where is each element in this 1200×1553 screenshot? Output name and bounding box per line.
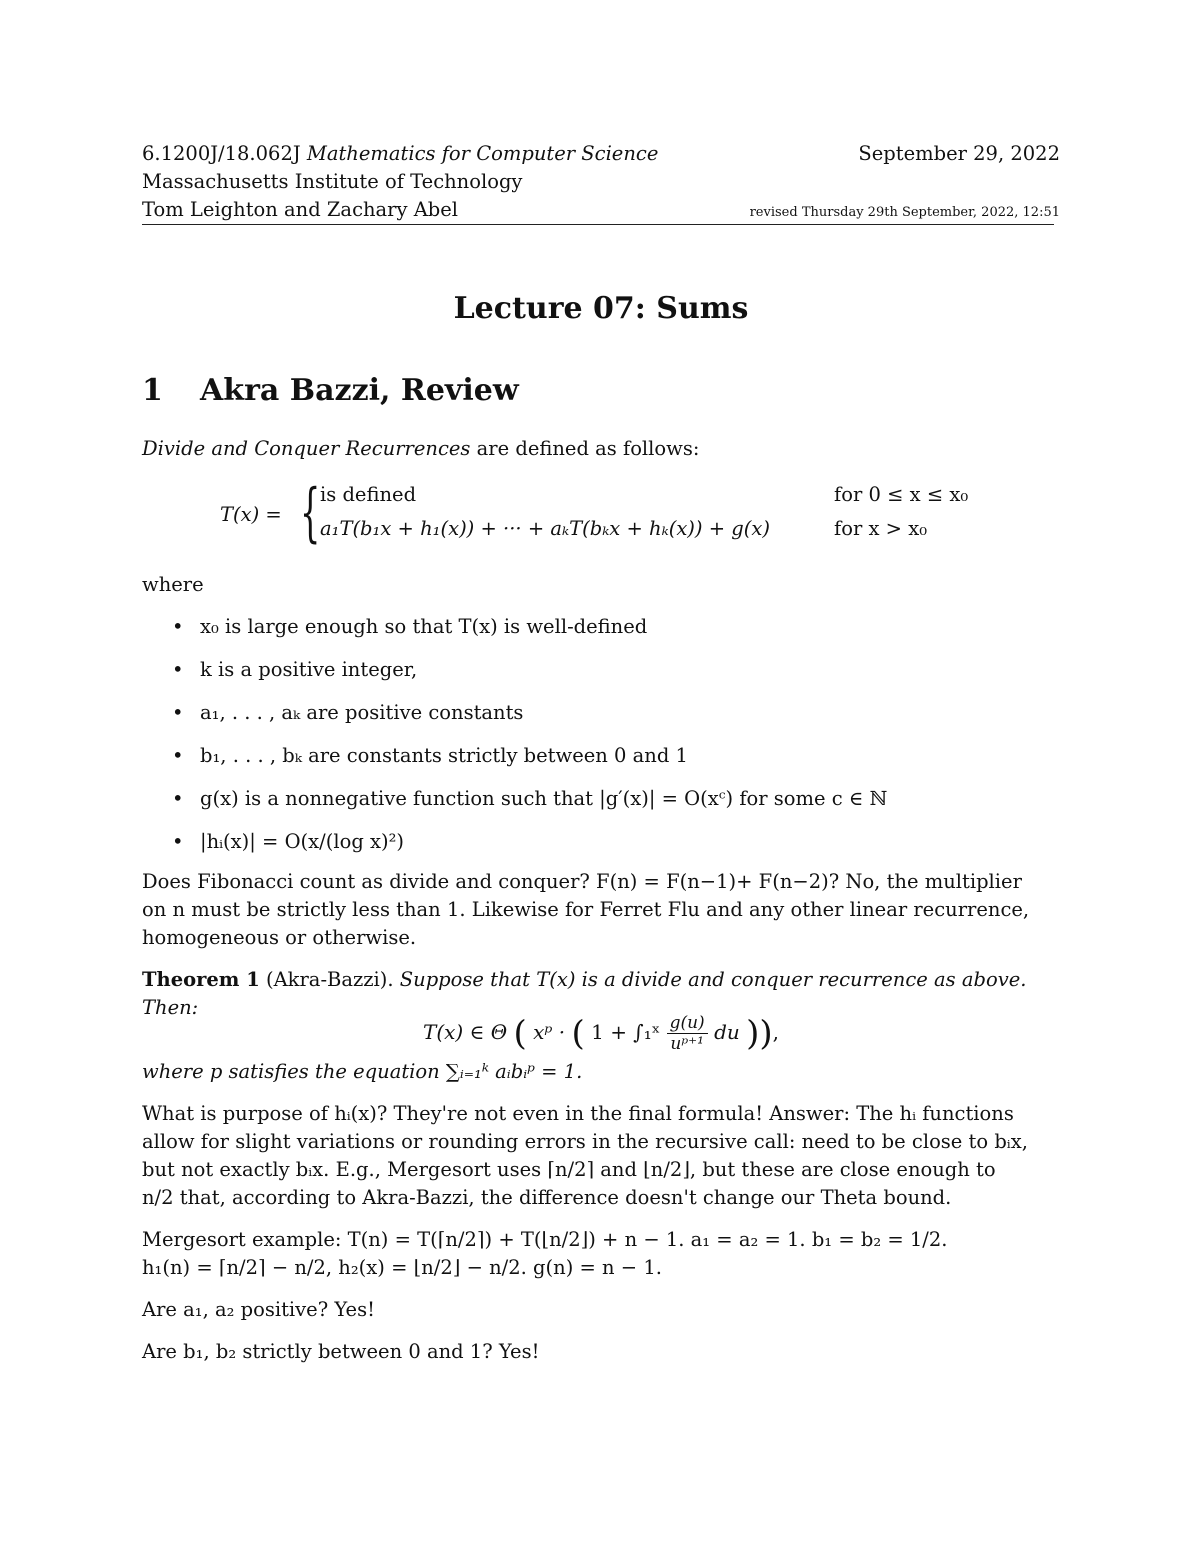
list-item: • b₁, . . . , bₖ are constants strictly between 0 and 1: [142, 742, 1060, 770]
paren-close: )): [746, 1013, 773, 1054]
question-a: Are a₁, a₂ positive? Yes!: [142, 1298, 375, 1321]
list-item: • g(x) is a nonnegative function such that |g′(x)| = O(xᶜ) for some c ∈ ℕ: [142, 785, 1060, 813]
theorem-line-1: [142, 966, 1060, 994]
theorem-statement: Suppose that T(x) is a divide and conquer recurrence as above.: [399, 968, 1027, 991]
list-item: • a₁, . . . , aₖ are positive constants: [142, 699, 1060, 727]
theorem-line-2: Then:: [142, 996, 199, 1019]
theorem-name: (Akra-Bazzi).: [265, 968, 394, 991]
purpose-line: n/2 that, according to Akra-Bazzi, the difference doesn't change our Theta bound.: [142, 1186, 952, 1209]
theorem-tail: where p satisfies the equation ∑ᵢ₌₁ᵏ aᵢbᵢᵖ = 1.: [142, 1060, 583, 1083]
header-row-1: [142, 140, 1060, 168]
fraction-denominator: uᵖ⁺¹: [670, 1034, 704, 1054]
purpose-line: allow for slight variations or rounding errors in the recursive call: need to be close to bᵢx,: [142, 1130, 1028, 1153]
institution: Massachusetts Institute of Technology: [142, 170, 523, 193]
fibonacci-paragraph: [142, 868, 1060, 952]
recurrence-case-1: is defined: [320, 483, 417, 506]
fibonacci-line: on n must be strictly less than 1. Likewise for Ferret Flu and any other linear recurrence,: [142, 898, 1030, 921]
recurrence-equation: [142, 476, 1060, 553]
theorem-formula: T(x) ∈ Θ ( xᵖ · ( 1 + ∫₁ˣ $\frac{g(u)}{\text{uᵖ⁺¹}}$ du )),: [423, 1013, 779, 1054]
list-item: • |hᵢ(x)| = O(x/(log x)²): [142, 828, 1060, 856]
formula-du: du: [714, 1020, 740, 1044]
mergesort-line: h₁(n) = ⌈n/2⌉ − n/2, h₂(x) = ⌊n/2⌋ − n/2. g(n) = n − 1.: [142, 1256, 662, 1279]
intro-paragraph: [142, 435, 1060, 463]
lecture-date: September 29, 2022: [858, 142, 1060, 165]
where-label: where: [142, 573, 204, 596]
recurrence-lhs: T(x) =: [220, 503, 282, 526]
list-item: • k is a positive integer,: [142, 656, 1060, 684]
purpose-line: What is purpose of hᵢ(x)? They're not even in the final formula! Answer: The hᵢ functions: [142, 1102, 1014, 1125]
formula-integral: 1 + ∫₁ˣ: [591, 1020, 661, 1044]
intro-term: Divide and Conquer Recurrences: [142, 437, 471, 460]
section-number: 1: [142, 373, 163, 408]
recurrence-condition-1: for 0 ≤ x ≤ x₀: [834, 483, 969, 506]
revised-date: revised Thursday 29th September, 2022, 12:51: [749, 205, 1060, 220]
course-number: 6.1200J/18.062J: [142, 142, 301, 165]
header-row-2: [142, 168, 1060, 196]
recurrence-condition-2: for x > x₀: [834, 517, 928, 540]
question-b: Are b₁, b₂ strictly between 0 and 1? Yes!: [142, 1340, 540, 1363]
integrand-fraction: [667, 1013, 708, 1054]
theorem-block: [142, 966, 1060, 1086]
lecture-title: Lecture 07: Sums: [453, 291, 749, 326]
intro-rest: are defined as follows:: [470, 437, 700, 460]
fibonacci-line: Does Fibonacci count as divide and conquer? F(n) = F(n−1)+ F(n−2)? No, the multiplier: [142, 870, 1022, 893]
course-title: Mathematics for Computer Science: [306, 142, 659, 165]
list-item: • x₀ is large enough so that T(x) is well-defined: [142, 613, 1060, 641]
formula-inner: xᵖ ·: [533, 1020, 572, 1044]
theorem-label: Theorem 1: [142, 968, 260, 991]
header-row-3: [142, 196, 1060, 224]
mergesort-paragraph: [142, 1226, 1060, 1282]
purpose-paragraph: [142, 1100, 1060, 1212]
mergesort-line: Mergesort example: T(n) = T(⌈n/2⌉) + T(⌊n/2⌋) + n − 1. a₁ = a₂ = 1. b₁ = b₂ = 1/2.: [142, 1228, 948, 1251]
section-title: Akra Bazzi, Review: [200, 373, 519, 408]
formula-left: T(x) ∈ Θ: [423, 1020, 508, 1044]
paren-open-2: (: [571, 1013, 585, 1054]
left-brace: {: [300, 476, 321, 550]
recurrence-case-2: a₁T(b₁x + h₁(x)) + ··· + aₖT(bₖx + hₖ(x)) + g(x): [320, 517, 770, 540]
fraction-numerator: g(u): [667, 1013, 708, 1034]
course-line: [142, 140, 658, 168]
paren-open: (: [513, 1013, 527, 1054]
fibonacci-line: homogeneous or otherwise.: [142, 926, 417, 949]
page: [142, 140, 1060, 1366]
conditions-list: [142, 613, 1060, 856]
purpose-line: but not exactly bᵢx. E.g., Mergesort uses ⌈n/2⌉ and ⌊n/2⌋, but these are close enough to: [142, 1158, 996, 1181]
authors: Tom Leighton and Zachary Abel: [142, 198, 459, 221]
section-heading: [142, 371, 1060, 411]
